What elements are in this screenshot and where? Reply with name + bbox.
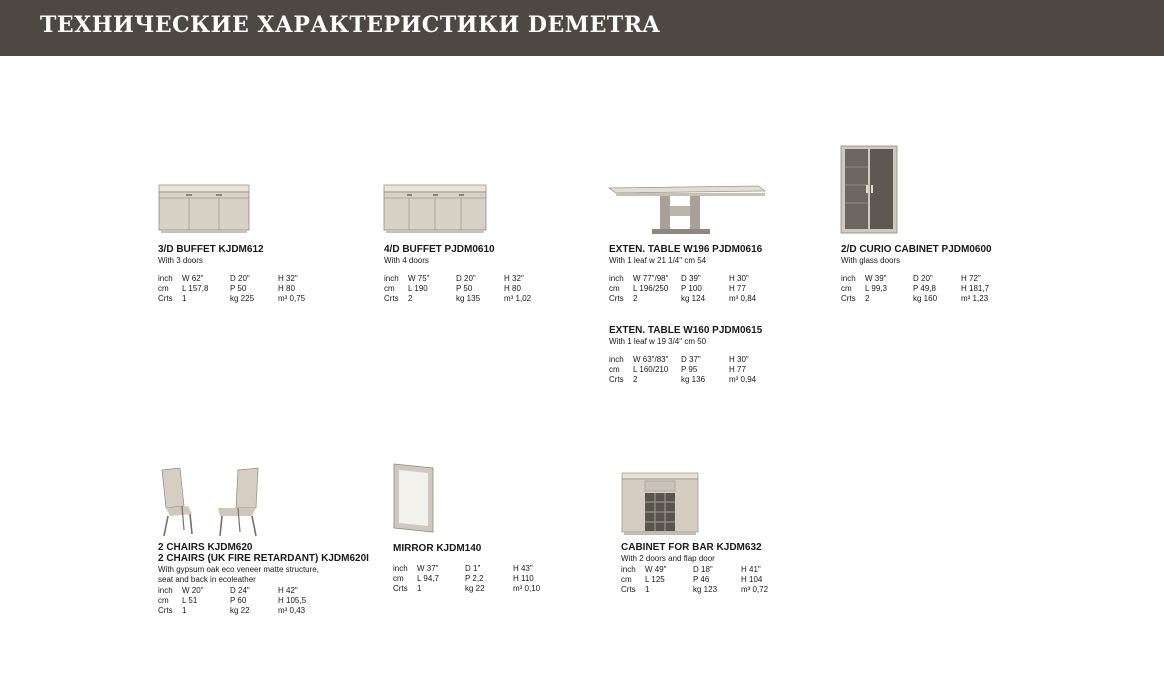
- spec-row-cm: [621, 575, 762, 585]
- spec-cell: H 80: [278, 284, 295, 293]
- spec-row-cm: [841, 284, 992, 294]
- spec-cell: H 110: [513, 574, 534, 583]
- spec-cell: H 181,7: [961, 284, 990, 293]
- spec-cell: P 50: [456, 284, 473, 293]
- spec-cell: H 41": [741, 565, 761, 574]
- spec-row-crts: [609, 375, 762, 385]
- bar-cabinet-image: [621, 472, 699, 536]
- spec-row-cm: [158, 284, 295, 294]
- spec-row-inch: [384, 274, 524, 284]
- spec-row-crts: [841, 294, 992, 304]
- spec-cell: Crts: [384, 294, 399, 303]
- spec-cell: kg 136: [681, 375, 706, 384]
- spec-cell: cm: [609, 365, 620, 374]
- chairs-image: [158, 466, 266, 538]
- spec-cell: L 157,8: [182, 284, 209, 293]
- curio-cabinet-image: [840, 145, 898, 235]
- spec-cell: Crts: [609, 294, 624, 303]
- spec-row-inch: [609, 355, 762, 365]
- spec-cell: H 77: [729, 365, 746, 374]
- spec-cell: P 95: [681, 365, 698, 374]
- spec-table: [384, 274, 532, 304]
- spec-cell: L 51: [182, 596, 198, 605]
- spec-table: [158, 274, 306, 304]
- spec-cell: 2: [633, 375, 638, 384]
- spec-row-crts: [158, 294, 306, 304]
- spec-cell: 2: [408, 294, 413, 303]
- spec-cell: kg 22: [465, 584, 485, 593]
- spec-cell: inch: [841, 274, 856, 283]
- spec-row-cm: [393, 574, 534, 584]
- spec-cell: L 196/250: [633, 284, 669, 293]
- spec-cell: inch: [621, 565, 636, 574]
- spec-cell: P 100: [681, 284, 702, 293]
- spec-cell: D 24": [230, 586, 250, 595]
- spec-cell: H 32": [504, 274, 524, 283]
- spec-cell: 1: [645, 585, 650, 594]
- spec-cell: H 105,5: [278, 596, 307, 605]
- spec-cell: inch: [609, 355, 624, 364]
- spec-cell: H 80: [504, 284, 521, 293]
- spec-cell: cm: [158, 284, 169, 293]
- spec-cell: kg 225: [230, 294, 255, 303]
- spec-row-cm: [384, 284, 521, 294]
- spec-cell: m³ 0,43: [278, 606, 306, 615]
- spec-table: [609, 355, 762, 385]
- spec-row-crts: [158, 606, 369, 616]
- spec-cell: W 20": [182, 586, 204, 595]
- spec-row-inch: [609, 274, 762, 284]
- spec-cell: W 77"/98": [633, 274, 669, 283]
- spec-cell: W 49": [645, 565, 667, 574]
- spec-cell: H 77: [729, 284, 746, 293]
- spec-cell: cm: [609, 284, 620, 293]
- spec-cell: H 43": [513, 564, 533, 573]
- spec-cell: W 63"/83": [633, 355, 669, 364]
- spec-cell: cm: [384, 284, 395, 293]
- spec-cell: D 18": [693, 565, 713, 574]
- spec-cell: H 42": [278, 586, 298, 595]
- spec-cell: m³ 0,72: [741, 585, 769, 594]
- spec-cell: m³ 0,84: [729, 294, 757, 303]
- spec-table: [158, 586, 369, 616]
- spec-cell: P 50: [230, 284, 247, 293]
- product-name: MIRROR KJDM140: [393, 543, 482, 554]
- product-mirror: [393, 543, 541, 594]
- spec-cell: cm: [621, 575, 632, 584]
- product-name: 3/D BUFFET KJDM612: [158, 244, 264, 255]
- product-chairs: [158, 542, 369, 616]
- spec-cell: inch: [609, 274, 624, 283]
- product-description: With gypsum oak eco veneer matte structure,: [158, 565, 319, 574]
- spec-cell: kg 123: [693, 585, 718, 594]
- spec-cell: P 46: [693, 575, 710, 584]
- product-description: With 1 leaf w 21 1/4" cm 54: [609, 256, 707, 265]
- spec-cell: m³ 0,94: [729, 375, 757, 384]
- spec-cell: 2: [865, 294, 870, 303]
- spec-cell: L 125: [645, 575, 665, 584]
- product-buffet-4d: [384, 244, 532, 304]
- spec-table: [621, 565, 769, 595]
- product-curio-cabinet: [841, 244, 992, 304]
- spec-cell: m³ 1,23: [961, 294, 989, 303]
- spec-row-cm: [609, 365, 762, 375]
- spec-row-crts: [384, 294, 532, 304]
- spec-cell: D 39": [681, 274, 701, 283]
- spec-cell: D 20": [230, 274, 250, 283]
- product-description: With 1 leaf w 19 3/4" cm 50: [609, 337, 707, 346]
- product-exten-table-w196: [609, 244, 762, 304]
- product-name-alt: 2 CHAIRS (UK FIRE RETARDANT) KJDM620I: [158, 553, 369, 564]
- spec-cell: kg 160: [913, 294, 938, 303]
- spec-cell: inch: [384, 274, 399, 283]
- spec-row-inch: [158, 586, 369, 596]
- buffet-3d-image: [158, 184, 250, 234]
- spec-row-crts: [621, 585, 769, 595]
- spec-cell: H 30": [729, 355, 749, 364]
- spec-row-crts: [393, 584, 541, 594]
- spec-cell: W 75": [408, 274, 430, 283]
- spec-table: [393, 564, 541, 594]
- spec-cell: D 20": [456, 274, 476, 283]
- spec-row-crts: [609, 294, 762, 304]
- spec-cell: P 49,8: [913, 284, 936, 293]
- spec-cell: Crts: [158, 294, 173, 303]
- product-name: EXTEN. TABLE W196 PJDM0616: [609, 244, 763, 255]
- spec-cell: L 190: [408, 284, 428, 293]
- spec-cell: H 104: [741, 575, 763, 584]
- product-description: With glass doors: [841, 256, 901, 265]
- spec-row-inch: [841, 274, 992, 284]
- spec-cell: m³ 0,75: [278, 294, 306, 303]
- spec-cell: inch: [158, 586, 173, 595]
- spec-cell: inch: [158, 274, 173, 283]
- spec-row-inch: [393, 564, 533, 574]
- page-header: [0, 0, 1164, 56]
- buffet-4d-image: [383, 184, 487, 234]
- spec-cell: 2: [633, 294, 638, 303]
- spec-table: [841, 274, 992, 304]
- extension-table-image: [608, 182, 766, 236]
- spec-row-cm: [158, 596, 369, 606]
- spec-cell: cm: [841, 284, 852, 293]
- spec-cell: m³ 0,10: [513, 584, 541, 593]
- spec-cell: D 20": [913, 274, 933, 283]
- spec-cell: D 37": [681, 355, 701, 364]
- spec-cell: Crts: [609, 375, 624, 384]
- product-name: 2 CHAIRS KJDM620: [158, 542, 253, 553]
- product-name: CABINET FOR BAR KJDM632: [621, 542, 762, 553]
- product-description-line2: seat and back in ecoleather: [158, 575, 256, 584]
- spec-cell: 1: [182, 606, 187, 615]
- spec-cell: kg 22: [230, 606, 250, 615]
- spec-cell: P 60: [230, 596, 247, 605]
- spec-row-cm: [609, 284, 762, 294]
- spec-cell: L 99,3: [865, 284, 887, 293]
- product-description: With 3 doors: [158, 256, 203, 265]
- spec-cell: W 37": [417, 564, 439, 573]
- mirror-image: [393, 462, 435, 534]
- spec-cell: Crts: [621, 585, 636, 594]
- product-exten-table-w160: [609, 325, 762, 385]
- spec-cell: kg 124: [681, 294, 706, 303]
- spec-cell: L 160/210: [633, 365, 669, 374]
- spec-row-inch: [621, 565, 762, 575]
- spec-cell: H 30": [729, 274, 749, 283]
- product-buffet-3d: [158, 244, 306, 304]
- spec-cell: P 2,2: [465, 574, 484, 583]
- spec-table: [609, 274, 762, 304]
- spec-cell: W 39": [865, 274, 887, 283]
- page-title: ТЕХНИЧЕСКИЕ ХАРАКТЕРИСТИКИ DEMETRA: [40, 12, 661, 38]
- spec-cell: m³ 1,02: [504, 294, 532, 303]
- product-name: EXTEN. TABLE W160 PJDM0615: [609, 325, 763, 336]
- spec-cell: Crts: [841, 294, 856, 303]
- spec-cell: W 62": [182, 274, 204, 283]
- product-name: 2/D CURIO CABINET PJDM0600: [841, 244, 992, 255]
- product-description: With 4 doors: [384, 256, 429, 265]
- product-bar-cabinet: [621, 542, 769, 595]
- product-description: With 2 doors and flap door: [621, 554, 715, 563]
- spec-cell: 1: [417, 584, 422, 593]
- spec-cell: inch: [393, 564, 408, 573]
- spec-row-inch: [158, 274, 298, 284]
- spec-cell: 1: [182, 294, 187, 303]
- spec-cell: H 32": [278, 274, 298, 283]
- spec-cell: L 94,7: [417, 574, 439, 583]
- spec-cell: Crts: [158, 606, 173, 615]
- spec-cell: cm: [158, 596, 169, 605]
- spec-cell: kg 135: [456, 294, 481, 303]
- spec-cell: cm: [393, 574, 404, 583]
- product-name: 4/D BUFFET PJDM0610: [384, 244, 495, 255]
- spec-cell: Crts: [393, 584, 408, 593]
- spec-cell: D 1": [465, 564, 481, 573]
- spec-cell: H 72": [961, 274, 981, 283]
